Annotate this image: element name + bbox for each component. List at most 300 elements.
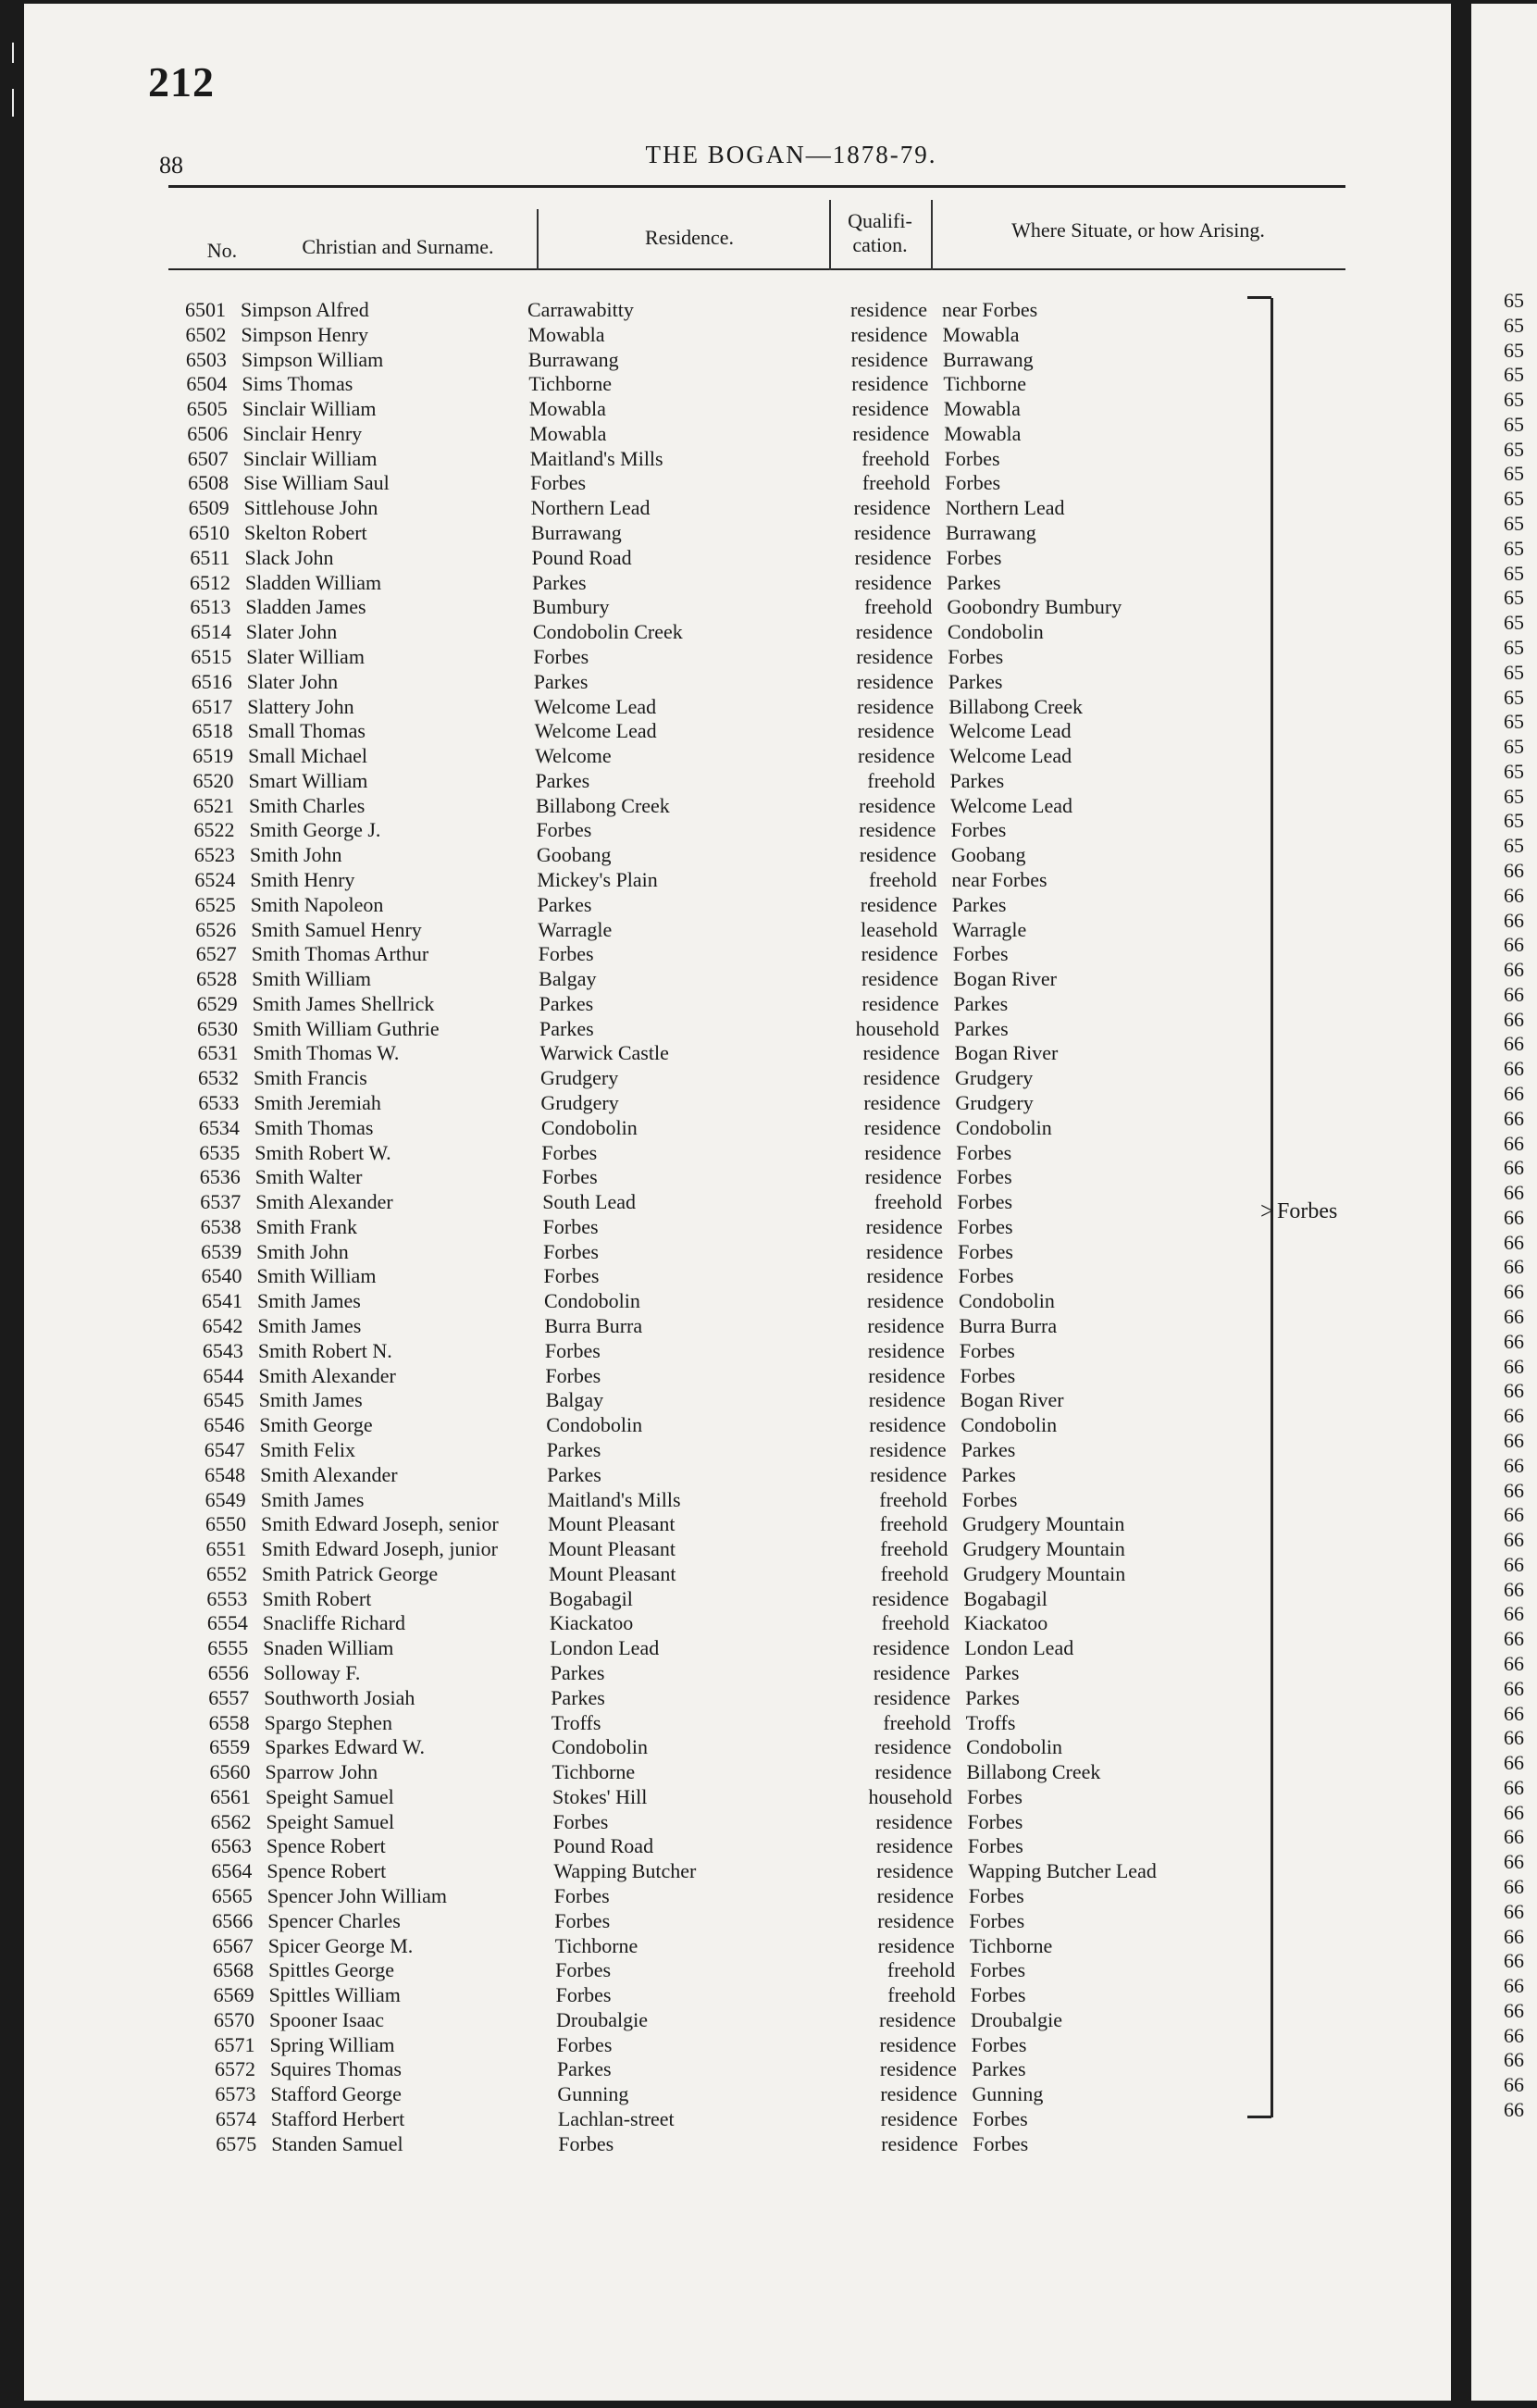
table-row: [175, 1909, 1351, 1934]
table-row: [173, 1760, 1351, 1785]
entry-residence: Bumbury: [532, 595, 610, 619]
entry-qualification: freehold: [869, 867, 937, 891]
facing-page-number-fragment: 66: [1504, 1379, 1524, 1403]
entry-residence: Mowabla: [528, 397, 606, 421]
entry-qualification: residence: [867, 1338, 945, 1362]
entry-where-situate: Condobolin: [966, 1735, 1062, 1759]
facing-page-number-fragment: 66: [1504, 2023, 1524, 2047]
entry-number: 6540: [201, 1264, 242, 1288]
entry-name: Smith Alexander: [260, 1462, 398, 1486]
entry-number: 6574: [215, 2107, 256, 2131]
entry-number: 6546: [204, 1413, 245, 1437]
table-row: [167, 1438, 1351, 1463]
entry-name: Smith George: [259, 1413, 373, 1437]
table-row: [151, 447, 1351, 472]
table-row: [177, 2008, 1351, 2033]
entry-name: Smith Felix: [259, 1437, 355, 1461]
entry-number: 6526: [195, 917, 237, 941]
entry-residence: Warragle: [538, 917, 613, 941]
entry-number: 6514: [190, 620, 231, 644]
entry-residence: Parkes: [535, 768, 590, 792]
entry-residence: Forbes: [536, 818, 592, 842]
entry-number: 6575: [216, 2131, 257, 2155]
entry-residence: Stokes' Hill: [552, 1784, 648, 1808]
column-header-qualification: Qualifi-cation.: [848, 209, 912, 256]
entry-residence: Balgay: [545, 1388, 604, 1412]
entry-where-situate: Forbes: [973, 2131, 1029, 2155]
entry-qualification: residence: [850, 322, 928, 346]
entry-residence: Northern Lead: [530, 496, 651, 520]
table-row: [165, 1314, 1351, 1339]
column-header-name: Christian and Surname.: [302, 235, 494, 258]
entry-where-situate: Parkes: [961, 1437, 1016, 1461]
entry-name: Skelton Robert: [244, 521, 367, 545]
entry-number: 6533: [198, 1091, 240, 1114]
facing-page-number-fragment: 66: [1504, 1850, 1524, 1874]
entry-name: Slattery John: [247, 694, 354, 718]
entry-number: 6570: [214, 2007, 255, 2031]
entry-number: 6531: [197, 1041, 239, 1065]
entry-name: Snaden William: [263, 1636, 394, 1660]
entry-number: 6510: [189, 521, 230, 545]
table-row: [149, 372, 1351, 397]
facing-page-number-fragment: 66: [1504, 1181, 1524, 1205]
entry-qualification: freehold: [886, 1958, 956, 1982]
entry-where-situate: Forbes: [959, 1338, 1015, 1362]
entry-residence: Bogabagil: [549, 1586, 633, 1610]
entry-number: 6552: [205, 1561, 247, 1585]
entry-name: Sinclair William: [242, 446, 378, 470]
entry-number: 6566: [212, 1908, 254, 1932]
entry-qualification: residence: [862, 1041, 940, 1065]
entry-name: Sparrow John: [265, 1760, 378, 1784]
entry-where-situate: Northern Lead: [945, 496, 1065, 520]
entry-name: Smith Edward Joseph, senior: [261, 1512, 499, 1536]
entry-residence: Condobolin Creek: [532, 620, 683, 644]
entry-qualification: residence: [874, 1735, 952, 1759]
entry-number: 6548: [205, 1462, 246, 1486]
entry-name: Spence Robert: [266, 1859, 387, 1883]
entry-number: 6571: [214, 2032, 255, 2056]
table-row: [153, 595, 1351, 620]
entry-number: 6558: [208, 1710, 250, 1734]
entry-residence: Lachlan-street: [557, 2107, 675, 2131]
entry-residence: Grudgery: [540, 1091, 619, 1114]
entry-residence: Forbes: [555, 1958, 612, 1982]
entry-residence: Welcome Lead: [534, 694, 657, 718]
folio-number: 88: [159, 152, 183, 179]
entry-where-situate: Billabong Creek: [948, 694, 1083, 718]
column-separator-3: [931, 200, 933, 270]
table-row: [154, 645, 1351, 670]
facing-page-numbers: [1504, 289, 1537, 2123]
entry-name: Snacliffe Richard: [262, 1611, 405, 1635]
entry-qualification: household: [855, 1016, 940, 1040]
entry-name: Sinclair Henry: [242, 421, 363, 445]
table-row: [170, 1636, 1351, 1661]
entry-name: Smith Walter: [254, 1165, 363, 1189]
entry-qualification: residence: [858, 744, 936, 768]
entry-qualification: residence: [851, 397, 929, 421]
entry-qualification: residence: [859, 843, 936, 867]
facing-page-number-fragment: 66: [1504, 1577, 1524, 1601]
entry-number: 6573: [215, 2082, 256, 2106]
table-row: [167, 1388, 1351, 1413]
facing-page-number-fragment: 66: [1504, 1280, 1524, 1304]
table-row: [174, 1834, 1351, 1859]
entry-qualification: residence: [881, 2131, 959, 2155]
entry-qualification: freehold: [880, 1561, 948, 1585]
table-row: [163, 1190, 1351, 1215]
entry-qualification: residence: [862, 1066, 940, 1090]
binding-marks: [7, 43, 20, 117]
entry-qualification: residence: [861, 942, 938, 966]
entry-number: 6547: [204, 1437, 245, 1461]
entry-name: Sparkes Edward W.: [265, 1735, 426, 1759]
table-row: [150, 422, 1351, 447]
page-title: THE BOGAN—1878-79.: [645, 141, 937, 168]
table-row: [169, 1537, 1352, 1562]
table-row: [164, 1240, 1351, 1265]
entry-number: 6556: [207, 1660, 249, 1684]
entry-residence: Pound Road: [531, 545, 632, 569]
entry-where-situate: Droubalgie: [971, 2007, 1063, 2031]
column-header-residence: Residence.: [645, 226, 734, 249]
facing-page-number-fragment: 66: [1504, 1651, 1524, 1675]
facing-page-number-fragment: 66: [1504, 1875, 1524, 1898]
facing-page-number-fragment: 66: [1504, 1305, 1524, 1329]
entry-name: Small Michael: [248, 744, 368, 768]
entry-number: 6532: [197, 1066, 239, 1090]
entry-name: Smith Thomas W.: [253, 1041, 400, 1065]
entry-number: 6525: [194, 892, 236, 916]
column-header-no: No.: [206, 239, 238, 262]
facing-page-number-fragment: 66: [1504, 1949, 1524, 1973]
entry-number: 6501: [185, 298, 226, 321]
entry-residence: South Lead: [542, 1190, 637, 1214]
entry-number: 6521: [193, 793, 234, 817]
entry-qualification: residence: [857, 719, 935, 743]
entry-name: Smith Samuel Henry: [251, 917, 422, 941]
table-row: [176, 1934, 1351, 1959]
table-row: [156, 818, 1351, 843]
entry-number: 6513: [190, 595, 231, 619]
facing-page-number-fragment: 65: [1504, 437, 1524, 461]
entry-name: Smith Patrick George: [261, 1561, 439, 1585]
table-row: [160, 1017, 1351, 1042]
entry-where-situate: Parkes: [951, 892, 1007, 916]
entry-name: Spargo Stephen: [264, 1710, 392, 1734]
entry-name: Spencer John William: [266, 1884, 448, 1907]
facing-page-number-fragment: 65: [1504, 660, 1524, 684]
entry-residence: Forbes: [556, 2032, 613, 2056]
entry-name: Southworth Josiah: [264, 1685, 415, 1709]
table-row: [166, 1339, 1351, 1364]
entry-residence: Parkes: [537, 892, 592, 916]
entry-where-situate: Bogabagil: [963, 1586, 1047, 1610]
facing-page-number-fragment: 66: [1504, 908, 1524, 932]
entry-where-situate: Forbes: [969, 1908, 1025, 1932]
entry-where-situate: Burrawang: [946, 521, 1036, 545]
entry-residence: Tichborne: [554, 1933, 638, 1957]
entry-where-situate: near Forbes: [942, 298, 1038, 321]
facing-page-number-fragment: 66: [1504, 1057, 1524, 1081]
entry-where-situate: Parkes: [949, 768, 1005, 792]
entry-name: Smith William Guthrie: [253, 1016, 440, 1040]
entry-residence: Warwick Castle: [539, 1041, 669, 1065]
facing-page-number-fragment: 65: [1504, 289, 1524, 312]
entry-name: Sise William Saul: [243, 471, 390, 495]
entry-number: 6562: [210, 1809, 252, 1833]
entry-number: 6511: [190, 545, 230, 569]
entry-qualification: residence: [877, 1933, 955, 1957]
entry-name: Simpson Alfred: [241, 298, 369, 321]
entry-residence: Billabong Creek: [536, 793, 670, 817]
entry-qualification: residence: [854, 570, 932, 594]
entry-qualification: freehold: [880, 1537, 948, 1561]
entry-residence: Mowabla: [527, 322, 605, 346]
entry-name: Smith Henry: [250, 867, 355, 891]
table-row: [161, 1066, 1351, 1091]
table-row: [151, 471, 1351, 496]
facing-page-number-fragment: 65: [1504, 735, 1524, 759]
facing-page-number-fragment: 65: [1504, 338, 1524, 362]
entry-where-situate: Forbes: [952, 942, 1009, 966]
table-row: [175, 1884, 1351, 1909]
entry-qualification: residence: [856, 669, 934, 693]
entry-name: Spicer George M.: [267, 1933, 414, 1957]
entry-residence: Mickey's Plain: [537, 867, 658, 891]
entry-qualification: residence: [874, 1760, 952, 1784]
entry-residence: Forbes: [545, 1363, 601, 1387]
facing-page-number-fragment: 65: [1504, 363, 1524, 387]
entry-qualification: residence: [875, 1834, 953, 1858]
facing-page-number-fragment: 66: [1504, 1156, 1524, 1180]
entry-qualification: residence: [868, 1363, 946, 1387]
entry-name: Spence Robert: [266, 1834, 386, 1858]
entry-name: Sittlehouse John: [243, 496, 378, 520]
entry-name: Smith Francis: [253, 1066, 367, 1090]
facing-page-number-fragment: 66: [1504, 1007, 1524, 1031]
entry-residence: Tichborne: [528, 372, 612, 396]
entry-residence: Parkes: [551, 1685, 605, 1709]
entry-qualification: residence: [870, 1462, 948, 1486]
table-row: [169, 1587, 1351, 1612]
entry-number: 6541: [202, 1289, 242, 1313]
entry-qualification: residence: [855, 620, 933, 644]
entry-where-situate: Parkes: [954, 1016, 1009, 1040]
entry-where-situate: Condobolin: [959, 1289, 1055, 1313]
entry-where-situate: Parkes: [953, 991, 1009, 1015]
entry-where-situate: Forbes: [970, 1983, 1026, 2007]
entry-residence: Troffs: [551, 1710, 601, 1734]
entry-where-situate: Forbes: [961, 1487, 1018, 1511]
entry-qualification: residence: [867, 1314, 945, 1338]
entry-number: 6515: [191, 644, 232, 668]
entry-where-situate: Welcome Lead: [949, 744, 1072, 768]
facing-page-number-fragment: 66: [1504, 958, 1524, 982]
entry-name: Slater John: [245, 620, 338, 644]
facing-page-number-fragment: 65: [1504, 611, 1524, 635]
entry-name: Smith James: [257, 1289, 361, 1313]
entry-number: 6555: [207, 1636, 249, 1660]
entry-name: Smith James: [258, 1388, 363, 1412]
table-row: [156, 794, 1351, 819]
table-row: [157, 868, 1351, 893]
entry-where-situate: Warragle: [952, 917, 1027, 941]
entry-number: 6524: [194, 867, 236, 891]
entry-residence: Forbes: [543, 1239, 599, 1263]
entry-qualification: residence: [851, 372, 929, 396]
entry-qualification: leasehold: [861, 917, 938, 941]
facing-page-number-fragment: 66: [1504, 1082, 1524, 1105]
facing-page-number-fragment: 66: [1504, 1354, 1524, 1378]
entry-name: Spring William: [269, 2032, 395, 2056]
table-row: [160, 992, 1351, 1017]
entry-where-situate: Bogan River: [960, 1388, 1064, 1412]
facing-page-number-fragment: 65: [1504, 809, 1524, 833]
table-row: [172, 1735, 1351, 1760]
entry-name: Smith John: [249, 843, 342, 867]
facing-page-number-fragment: 65: [1504, 412, 1524, 436]
table-row: [169, 1562, 1351, 1587]
entry-residence: Forbes: [538, 942, 594, 966]
entry-where-situate: Forbes: [971, 2032, 1027, 2056]
entry-name: Smart William: [248, 768, 368, 792]
entry-qualification: freehold: [861, 471, 931, 495]
entry-residence: Forbes: [543, 1264, 600, 1288]
entry-where-situate: Forbes: [970, 1958, 1026, 1982]
table-row: [171, 1686, 1351, 1711]
entry-residence: Maitland's Mills: [547, 1487, 681, 1511]
entry-name: Simpson William: [241, 347, 384, 371]
facing-page-number-fragment: 66: [1504, 1528, 1524, 1552]
entry-number: 6542: [202, 1314, 243, 1338]
entry-qualification: residence: [879, 2057, 957, 2081]
entry-where-situate: Grudgery: [955, 1091, 1034, 1114]
entry-residence: Parkes: [531, 570, 587, 594]
entry-where-situate: Condobolin: [955, 1115, 1052, 1139]
header-bottom-rule: [168, 268, 1345, 270]
entry-residence: Wapping Butcher: [553, 1859, 697, 1883]
entry-where-situate: Wapping Butcher Lead: [968, 1859, 1157, 1883]
table-row: [168, 1488, 1351, 1513]
entry-name: Smith Thomas: [254, 1115, 374, 1139]
entry-where-situate: Parkes: [964, 1660, 1020, 1684]
entry-where-situate: Mowabla: [943, 397, 1021, 421]
table-row: [162, 1116, 1351, 1141]
entry-number: 6559: [209, 1735, 251, 1759]
entry-where-situate: Forbes: [956, 1165, 1012, 1189]
entry-qualification: residence: [877, 1908, 955, 1932]
entry-qualification: freehold: [864, 595, 933, 619]
table-row: [149, 348, 1351, 373]
bracket-top: [1247, 296, 1271, 299]
entry-name: Stafford Herbert: [270, 2107, 405, 2131]
entry-number: 6528: [196, 967, 238, 991]
entry-qualification: residence: [872, 1586, 949, 1610]
entry-qualification: residence: [865, 1214, 943, 1238]
facing-page-number-fragment: 65: [1504, 586, 1524, 610]
entry-residence: Burrawang: [527, 347, 619, 371]
facing-page-number-fragment: 65: [1504, 487, 1524, 511]
table-row: [170, 1611, 1351, 1636]
entry-where-situate: Burrawang: [942, 347, 1034, 371]
facing-page-number-fragment: 66: [1504, 1800, 1524, 1824]
entry-name: Smith Thomas Arthur: [251, 942, 429, 966]
entry-residence: Droubalgie: [556, 2007, 649, 2031]
entry-name: Smith Edward Joseph, junior: [261, 1537, 498, 1561]
entry-residence: Tichborne: [552, 1760, 636, 1784]
column-header-where: Where Situate, or how Arising.: [1011, 218, 1265, 242]
entry-residence: Forbes: [541, 1165, 598, 1189]
facing-page-number-fragment: 66: [1504, 1230, 1524, 1254]
entry-residence: Forbes: [558, 2131, 614, 2155]
bracket-bottom: [1247, 2116, 1271, 2118]
entry-where-situate: Forbes: [945, 471, 1001, 495]
entry-qualification: freehold: [883, 1710, 951, 1734]
entry-number: 6518: [192, 719, 233, 743]
entry-residence: Mowabla: [529, 421, 607, 445]
facing-page-number-fragment: 66: [1504, 1329, 1524, 1353]
table-row: [164, 1215, 1351, 1240]
entry-residence: Pound Road: [552, 1834, 654, 1858]
table-row: [159, 967, 1351, 992]
entry-where-situate: Forbes: [960, 1363, 1016, 1387]
facing-page-number-fragment: 66: [1504, 1899, 1524, 1923]
facing-page-number-fragment: 65: [1504, 635, 1524, 659]
facing-page-number-fragment: 66: [1504, 1131, 1524, 1155]
entry-where-situate: Condobolin: [961, 1413, 1058, 1437]
entry-number: 6560: [209, 1760, 251, 1784]
facing-page-number-fragment: 66: [1504, 1503, 1524, 1527]
entry-where-situate: Forbes: [967, 1809, 1023, 1833]
facing-page-number-fragment: 66: [1504, 1255, 1524, 1279]
entry-where-situate: Goobang: [950, 843, 1026, 867]
entry-residence: Parkes: [556, 2057, 612, 2081]
entry-name: Smith George J.: [249, 818, 381, 842]
facing-page-number-fragment: 65: [1504, 784, 1524, 808]
entry-number: 6520: [192, 768, 234, 792]
entry-where-situate: Forbes: [957, 1214, 1013, 1238]
entry-name: Sinclair William: [242, 397, 377, 421]
entry-where-situate: Forbes: [956, 1140, 1012, 1164]
facing-page-number-fragment: 66: [1504, 1106, 1524, 1130]
entry-number: 6549: [205, 1487, 246, 1511]
entry-number: 6516: [191, 669, 232, 693]
entry-name: Sladden James: [245, 595, 366, 619]
entry-name: Simpson Henry: [241, 322, 368, 346]
entry-qualification: residence: [868, 1388, 946, 1412]
table-row: [177, 1983, 1351, 2008]
entry-name: Smith Charles: [249, 793, 366, 817]
entry-name: Sladden William: [244, 570, 382, 594]
entry-number: 6551: [205, 1537, 247, 1561]
entry-where-situate: Forbes: [948, 644, 1004, 668]
header-top-rule: [168, 185, 1345, 188]
entry-residence: Mount Pleasant: [548, 1561, 676, 1585]
entry-name: Smith Napoleon: [250, 892, 384, 916]
facing-page-number-fragment: 66: [1504, 1775, 1524, 1799]
entry-qualification: residence: [873, 1660, 950, 1684]
table-row: [165, 1264, 1351, 1289]
table-row: [165, 1289, 1351, 1314]
entry-qualification: household: [868, 1784, 952, 1808]
entry-residence: Forbes: [554, 1908, 611, 1932]
facing-page-number-fragment: 65: [1504, 313, 1524, 337]
entry-name: Speight Samuel: [266, 1809, 395, 1833]
entry-where-situate: Mowabla: [942, 322, 1020, 346]
